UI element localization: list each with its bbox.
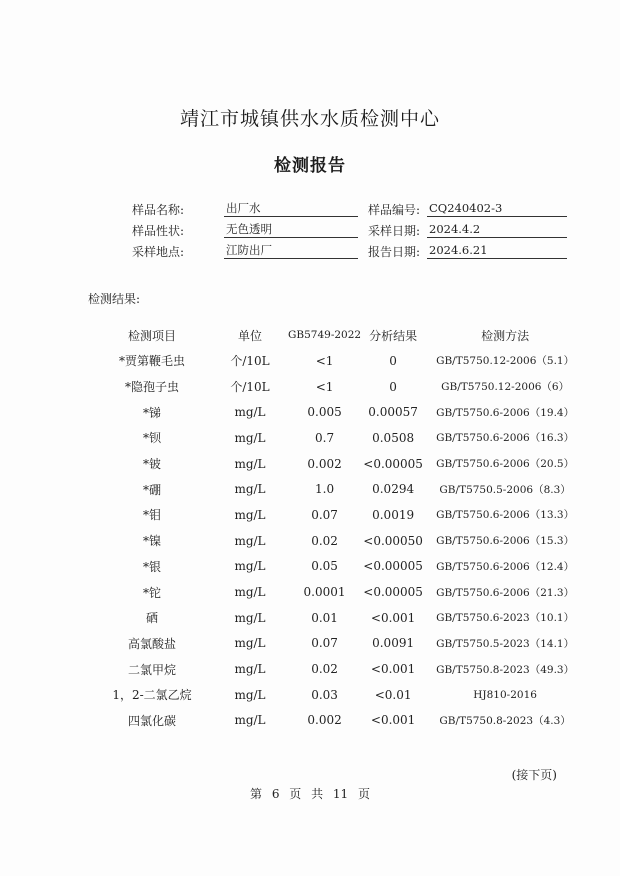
unit-cell: mg/L [234,482,266,497]
results-label: 检测结果: [88,292,141,306]
table-row [92,476,585,502]
result-cell: <0.00005 [363,456,423,471]
standard-cell: 1.0 [315,482,335,497]
result-cell: 0 [389,379,397,394]
table-row [92,579,585,605]
report-date-value: 2024.6.21 [427,243,567,259]
item-cell: 硒 [145,611,158,626]
table-row [92,554,585,580]
item-cell: *钼 [142,508,161,523]
method-cell: GB/T5750.8-2023（49.3） [436,663,575,676]
standard-cell: <1 [315,353,334,368]
method-cell: GB/T5750.12-2006（5.1） [436,355,575,368]
result-cell: 0.0019 [372,507,415,522]
unit-cell: mg/L [234,430,266,445]
method-cell: GB/T5750.5-2023（14.1） [436,637,575,650]
report-title: 检测报告 [274,156,346,176]
sample-info-row-2 [0,222,620,240]
unit-cell: mg/L [234,636,266,651]
sample-property-label: 样品性状: [131,224,184,238]
table-row [92,348,585,374]
item-cell: 四氯化碳 [127,713,176,728]
sample-name-label: 样品名称: [131,203,184,217]
method-cell: GB/T5750.6-2006（12.4） [436,560,575,573]
standard-cell: 0.02 [311,662,338,677]
results-table [92,322,585,733]
item-cell: *铊 [142,585,161,600]
sample-name-value: 出厂水 [224,201,358,217]
standard-cell: 0.002 [307,713,342,728]
standard-cell: 0.02 [311,533,338,548]
result-cell: <0.001 [370,713,416,728]
standard-cell: <1 [315,379,334,394]
method-cell: GB/T5750.6-2006（20.5） [436,458,575,471]
method-cell: GB/T5750.6-2006（13.3） [436,509,575,522]
header-unit: 单位 [237,328,262,343]
sample-info-row-1 [0,201,620,219]
sample-property-value: 无色透明 [224,222,358,238]
standard-cell: 0.0001 [303,585,346,600]
table-row [92,399,585,425]
standard-cell: 0.05 [311,559,338,574]
sample-number-value: CQ240402-3 [427,201,567,217]
item-cell: *贾第鞭毛虫 [118,354,185,369]
table-row [92,682,585,708]
result-cell: <0.00005 [363,559,423,574]
method-cell: GB/T5750.6-2006（15.3） [436,535,575,548]
item-cell: *硼 [142,482,161,497]
item-cell: *隐孢子虫 [124,380,179,395]
result-cell: <0.00050 [363,533,423,548]
method-cell: GB/T5750.5-2006（8.3） [439,483,571,496]
sample-info-row-3 [0,243,620,261]
unit-cell: mg/L [234,507,266,522]
unit-cell: 个/10L [230,354,270,369]
result-cell: 0.0091 [372,636,415,651]
standard-cell: 0.07 [311,507,338,522]
result-cell: 0 [389,353,397,368]
unit-cell: 个/10L [230,380,270,395]
sampling-date-label: 采样日期: [367,224,420,238]
table-row [92,605,585,631]
organization-title: 靖江市城镇供水水质检测中心 [179,108,440,130]
result-cell: <0.001 [370,610,416,625]
table-row [92,528,585,554]
result-cell: <0.01 [374,687,412,702]
method-cell: GB/T5750.6-2023（10.1） [436,612,575,625]
results-header-row [92,322,585,348]
unit-cell: mg/L [234,687,266,702]
standard-cell: 0.005 [307,405,342,420]
method-cell: GB/T5750.8-2023（4.3） [439,714,571,727]
table-row [92,374,585,400]
result-cell: 0.00057 [368,405,418,420]
unit-cell: mg/L [234,713,266,728]
page-number: 第 6 页 共 11 页 [250,787,370,801]
method-cell: GB/T5750.6-2006（19.4） [436,406,575,419]
result-cell: 0.0294 [372,482,415,497]
result-cell: 0.0508 [372,430,415,445]
item-cell: 高氯酸盐 [127,636,176,651]
result-cell: <0.001 [370,662,416,677]
item-cell: *镍 [142,534,161,549]
table-row [92,631,585,657]
method-cell: HJ810-2016 [473,688,537,701]
item-cell: *钡 [142,431,161,446]
unit-cell: mg/L [234,405,266,420]
header-method: 检测方法 [481,328,530,343]
report-date-label: 报告日期: [367,245,420,259]
unit-cell: mg/L [234,559,266,574]
continued-note: (接下页) [511,768,557,782]
table-row [92,708,585,734]
item-cell: 1，2-二氯乙烷 [112,688,192,703]
unit-cell: mg/L [234,456,266,471]
method-cell: GB/T5750.6-2006（16.3） [436,432,575,445]
table-row [92,425,585,451]
result-cell: <0.00005 [363,585,423,600]
standard-cell: 0.07 [311,636,338,651]
table-row [92,502,585,528]
standard-cell: 0.002 [307,456,342,471]
sampling-date-value: 2024.4.2 [427,222,567,238]
header-standard: GB5749-2022 [288,329,362,341]
sample-number-label: 样品编号: [367,203,420,217]
method-cell: GB/T5750.6-2006（21.3） [436,586,575,599]
table-row [92,451,585,477]
item-cell: *锑 [142,405,161,420]
sampling-location-label: 采样地点: [131,245,184,259]
standard-cell: 0.03 [311,687,338,702]
sampling-location-value: 江防出厂 [224,243,358,259]
standard-cell: 0.01 [311,610,338,625]
unit-cell: mg/L [234,533,266,548]
unit-cell: mg/L [234,585,266,600]
standard-cell: 0.7 [315,430,335,445]
item-cell: 二氯甲烷 [127,662,176,677]
item-cell: *铍 [142,457,161,472]
method-cell: GB/T5750.12-2006（6） [441,381,570,394]
item-cell: *银 [142,559,161,574]
unit-cell: mg/L [234,662,266,677]
header-item: 检测项目 [127,328,176,343]
header-result: 分析结果 [369,328,418,343]
table-row [92,656,585,682]
unit-cell: mg/L [234,610,266,625]
